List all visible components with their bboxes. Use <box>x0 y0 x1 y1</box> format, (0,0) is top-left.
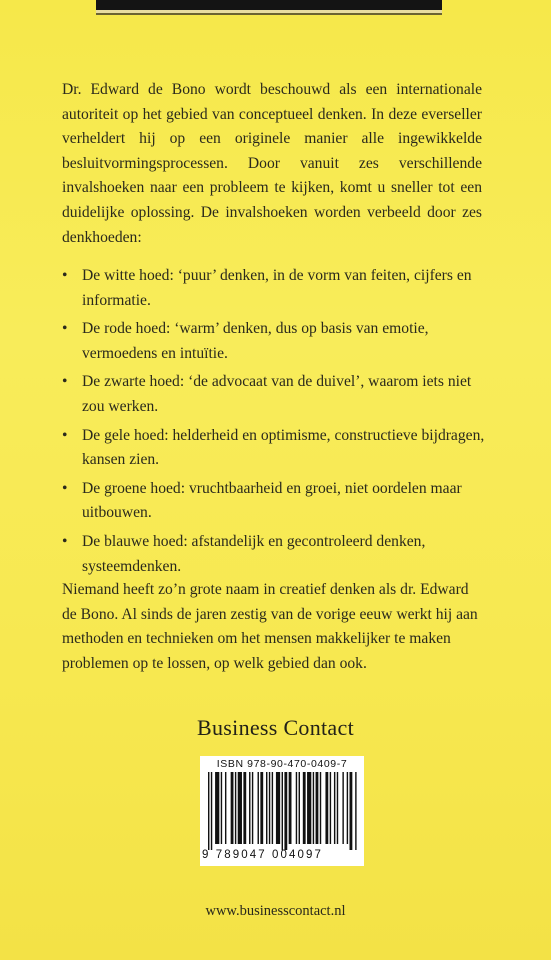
list-item <box>62 477 492 526</box>
hat-description: De zwarte hoed: ‘de advocaat van de duivel’, waarom iets niet zou werken. <box>82 373 472 415</box>
hat-description: De groene hoed: vruchtbaarheid en groei, niet oordelen maar uitbouwen. <box>82 479 462 522</box>
list-item <box>62 424 492 473</box>
hat-description: De rode hoed: ‘warm’ denken, dus op basis van emotie, vermoedens en intuïtie. <box>82 320 429 362</box>
website-url: www.businesscontact.nl <box>205 903 346 919</box>
publisher-name: Business Contact <box>197 715 354 740</box>
barcode-icon <box>208 772 358 850</box>
list-item <box>62 370 492 419</box>
bullet-icon: • <box>62 320 68 338</box>
bullet-icon: • <box>62 426 68 444</box>
outro-paragraph: Niemand heeft zo’n grote naam in creatief denken als dr. Edward de Bono. Al sinds de jaren zestig van de vorige eeuw werkt hij aan methoden en technieken om het mensen makkelijker te maken problemen op te lossen, op welk gebied dan ook. <box>62 581 478 672</box>
hat-description: De blauwe hoed: afstandelijk en gecontroleerd denken, systeemdenken. <box>82 532 426 575</box>
bullet-icon: • <box>62 373 68 391</box>
intro-paragraph: Dr. Edward de Bono wordt beschouwd als een internationale autoriteit op het gebied van conceptueel denken. In deze everseller verheldert hij op een originele manier alle ingewikkelde besluitvormingsprocessen. Door vanuit zes verschillende invalshoeken naar een probleem te kijken, komt u sneller tot een duidelijke oplossing. De invalshoeken worden verbeeld door zes denkhoeden: <box>62 81 482 246</box>
hats-list <box>62 264 492 583</box>
list-item <box>62 317 492 366</box>
isbn-label: ISBN 978-90-470-0409-7 <box>216 758 348 770</box>
list-item <box>62 264 492 313</box>
list-item <box>62 530 492 579</box>
bullet-icon: • <box>62 267 68 284</box>
hat-description: De witte hoed: ‘puur’ denken, in de vorm van feiten, cijfers en informatie. <box>82 267 472 309</box>
ean-digits: 9 789047 004097 <box>202 849 324 861</box>
barcode-panel <box>200 756 364 866</box>
bullet-icon: • <box>62 479 68 497</box>
cover-top-band <box>96 0 442 13</box>
hat-description: De gele hoed: helderheid en optimisme, constructieve bijdragen, kansen zien. <box>82 426 485 469</box>
bullet-icon: • <box>62 532 68 550</box>
